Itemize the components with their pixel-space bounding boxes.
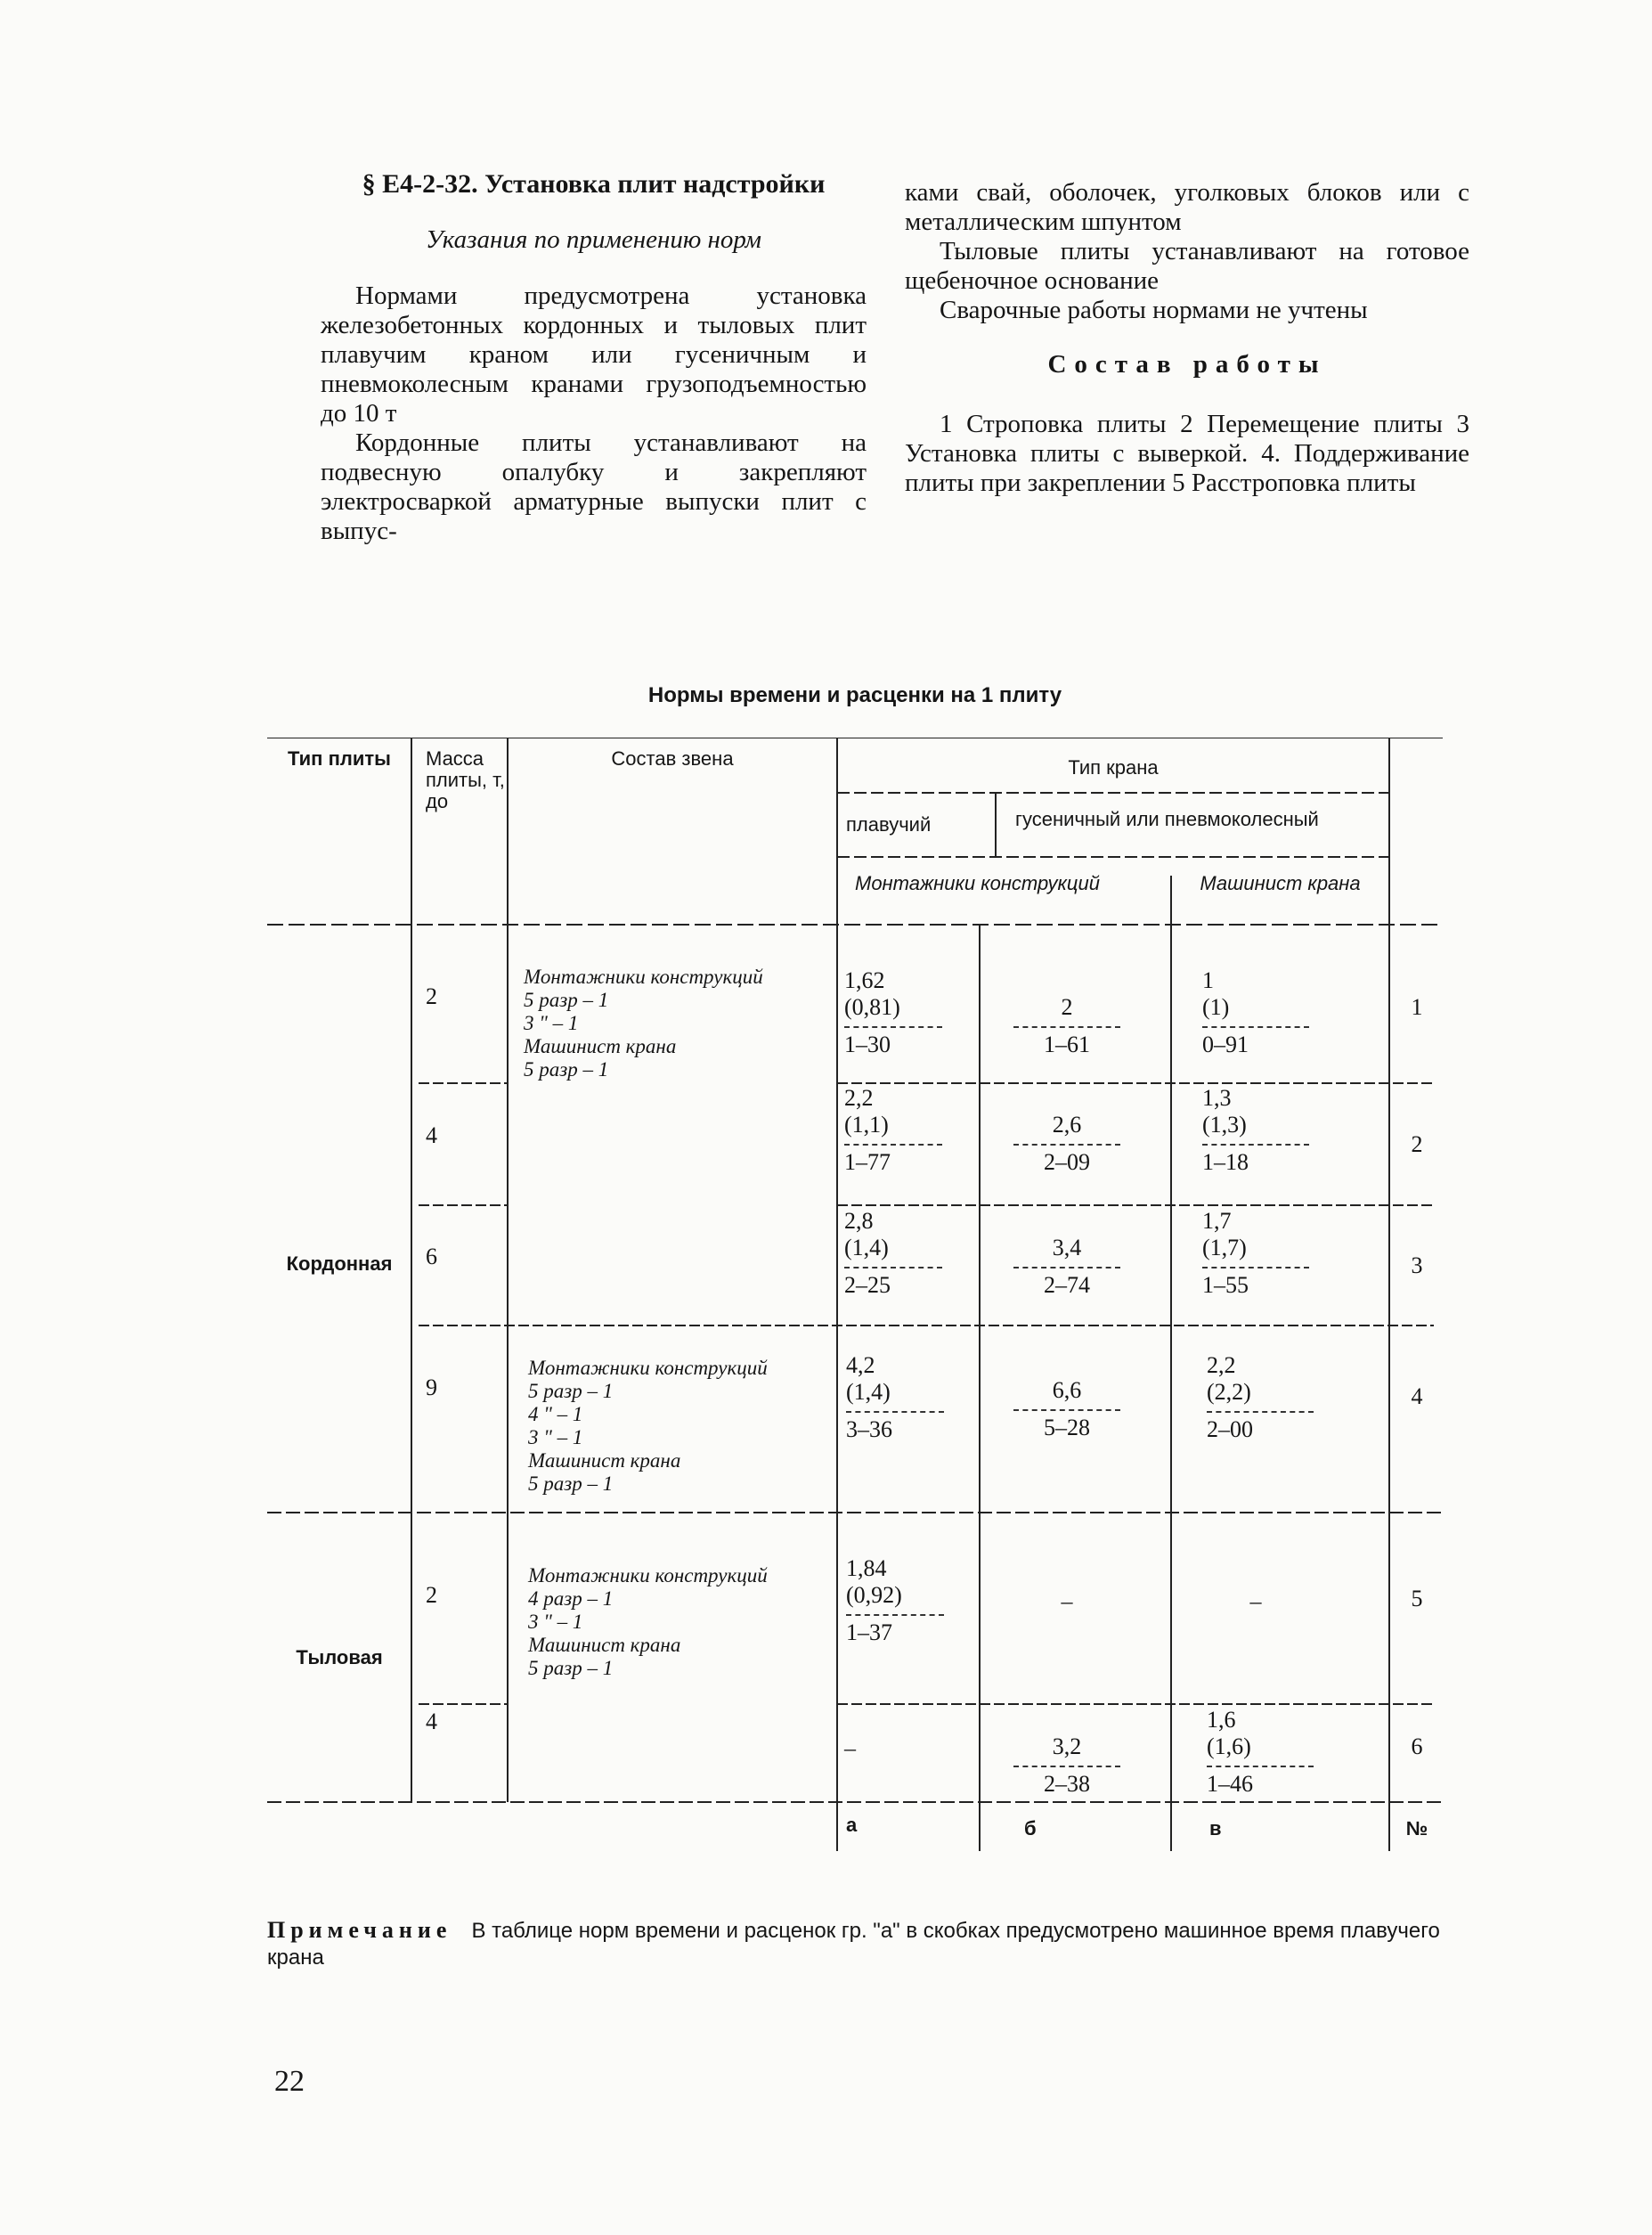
no-row-1: 1 [1411, 994, 1423, 1020]
header-mass: Масса плиты, т, до [426, 747, 505, 812]
header-crane-type: Тип крана [1068, 756, 1159, 779]
cell-a-row-1: 1,62 (0,81) 1–30 [844, 967, 942, 1058]
mass-row-3: 6 [426, 1244, 437, 1269]
right-paragraph-1: ками свай, оболочек, уголковых блоков или с металлическим шпунтом [905, 178, 1469, 236]
note-label: Примечание [267, 1917, 452, 1943]
cell-c-row-5: – [1249, 1588, 1262, 1614]
cell-c-row-1: 1 (1) 0–91 [1202, 967, 1309, 1058]
header-tracked: гусеничный или пневмоколесный [1015, 808, 1319, 830]
no-row-6: 6 [1411, 1733, 1423, 1759]
page-number: 22 [274, 2065, 305, 2098]
work-text: 1 Строповка плиты 2 Перемещение плиты 3 Установка плиты с выверкой. 4. Поддерживание плиты при закреплении 5 Расстроповка плиты [905, 410, 1469, 497]
left-paragraph-1: Нормами предусмотрена установка железобетонных кордонных и тыловых плит плавучим краном или гусеничным и пневмоколесным кранами грузоподъемностью до 10 т [321, 281, 867, 428]
section-subtitle: Указания по применению норм [426, 225, 761, 254]
mass-row-2: 4 [426, 1122, 437, 1148]
cell-c-row-4: 2,2 (2,2) 2–00 [1207, 1352, 1314, 1443]
header-crew: Состав звена [611, 747, 734, 770]
right-paragraph-2: Тыловые плиты устанавливают на готовое щебеночное основание [905, 237, 1469, 295]
footer-no: № [1405, 1817, 1428, 1839]
mass-row-1: 2 [426, 983, 437, 1009]
left-paragraph-2: Кордонные плиты устанавливают на подвесную опалубку и закрепляют электросваркой арматурные выпуски плит с выпус- [321, 428, 867, 545]
cell-c-row-3: 1,7 (1,7) 1–55 [1202, 1208, 1309, 1299]
cell-c-row-2: 1,3 (1,3) 1–18 [1202, 1085, 1309, 1176]
crew-2: Монтажники конструкций 5 разр – 1 4 " – 1 3 " – 1 Машинист крана 5 разр – 1 [528, 1357, 768, 1495]
no-row-3: 3 [1411, 1252, 1423, 1278]
no-row-4: 4 [1411, 1383, 1423, 1409]
header-operator: Машинист крана [1200, 872, 1361, 894]
cell-a-row-5: 1,84 (0,92) 1–37 [846, 1555, 944, 1646]
crew-1: Монтажники конструкций 5 разр – 1 3 " – 1 Машинист крана 5 разр – 1 [524, 966, 763, 1081]
cell-b-row-2: $\frac{2,6}{2-09}$ [1013, 1112, 1120, 1176]
cell-c-row-6: 1,6 (1,6) 1–46 [1207, 1707, 1314, 1798]
footer-c: в [1209, 1817, 1222, 1839]
group-tyl: Тыловая [296, 1646, 383, 1668]
header-plate-type: Тип плиты [288, 747, 391, 770]
work-title: Состав работы [1047, 350, 1327, 379]
cell-a-row-3: 2,8 (1,4) 2–25 [844, 1208, 942, 1299]
header-assemblers: Монтажники конструкций [855, 872, 1100, 894]
header-floating: плавучий [846, 813, 932, 836]
left-column [321, 169, 867, 546]
mass-row-6: 4 [426, 1709, 437, 1734]
no-row-5: 5 [1411, 1586, 1423, 1611]
cell-a-row-2: 2,2 (1,1) 1–77 [844, 1085, 942, 1176]
section-title: § Е4-2-32. Установка плит надстройки [362, 169, 826, 199]
right-column [905, 178, 1469, 498]
note-text: В таблице норм времени и расценок гр. "а" в скобках предусмотрено машинное время плавучего крана [267, 1919, 1440, 1970]
cell-a-row-6: – [844, 1735, 856, 1761]
mass-row-5: 2 [426, 1582, 437, 1608]
table-title: Нормы времени и расценки на 1 плиту [647, 683, 1062, 707]
note [267, 1917, 1478, 1971]
footer-b: б [1024, 1817, 1037, 1839]
right-paragraph-3: Сварочные работы нормами не учтены [940, 296, 1368, 324]
group-kordon: Кордонная [286, 1252, 393, 1275]
cell-b-row-4: $\frac{6,6}{5-28}$ [1013, 1377, 1120, 1441]
cell-b-row-1: $\frac{2}{1-61}$ [1013, 994, 1120, 1058]
cell-b-row-5: – [1061, 1588, 1073, 1614]
cell-a-row-4: 4,2 (1,4) 3–36 [846, 1352, 944, 1443]
norms-table [267, 738, 1443, 1851]
cell-b-row-3: $\frac{3,4}{2-74}$ [1013, 1235, 1120, 1299]
cell-b-row-6: $\frac{3,2}{2-38}$ [1013, 1733, 1120, 1798]
crew-3: Монтажники конструкций 4 разр – 1 3 " – 1 Машинист крана 5 разр – 1 [528, 1564, 768, 1679]
no-row-2: 2 [1411, 1131, 1423, 1157]
mass-row-4: 9 [426, 1374, 437, 1400]
footer-a: а [846, 1814, 858, 1836]
